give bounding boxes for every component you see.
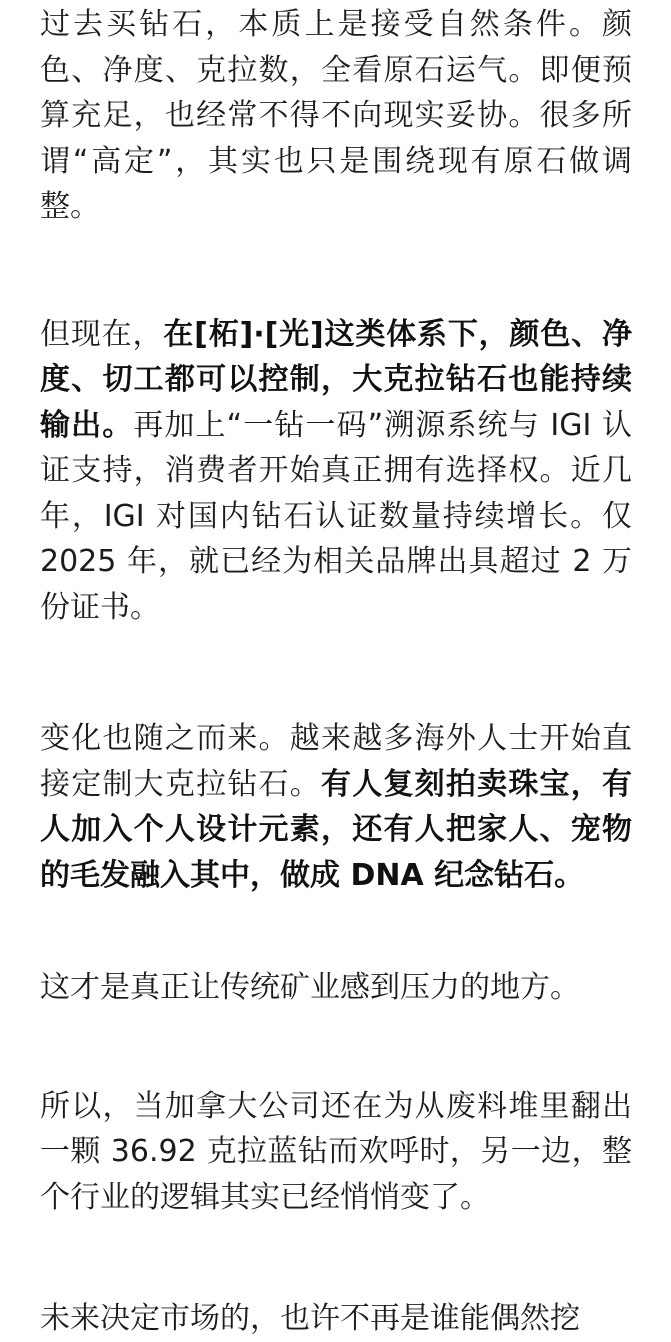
paragraph-future-market [40, 1296, 632, 1342]
paragraph-lead-text: 但现在， [40, 316, 164, 352]
paragraph-text: 过去买钻石，本质上是接受自然条件。颜色、净度、克拉数，全看原石运气。即便预算充足，也经常不得不向现实妥协。很多所谓“高定”，其实也只是围绕现有原石做调整。 [40, 7, 632, 224]
paragraph-emphasis-text: 有人复刻拍卖珠宝，有人加入个人设计元素，还有人把家人、宠物的毛发融入其中，做成 DNA 纪念钻石。 [40, 766, 632, 893]
paragraph-tail-text: 再加上“一钻一码”溯源系统与 IGI 认证支持，消费者开始真正拥有选择权。近几年，IGI 对国内钻石认证数量持续增长。仅 2025 年，就已经为相关品牌出具超过 2 万份证书。 [40, 407, 633, 625]
paragraph-spacer [40, 1011, 632, 1084]
paragraph-industry-logic [40, 1084, 632, 1221]
paragraph-spacer [40, 230, 632, 312]
paragraph-natural-conditions [40, 2, 632, 230]
paragraph-mining-pressure [40, 965, 632, 1011]
paragraph-text: 这才是真正让传统矿业感到压力的地方。 [40, 970, 580, 1005]
paragraph-lead-text: 变化也随之而来。越来越多海外人士开始直接定制大克拉钻石。 [40, 721, 632, 802]
paragraph-controllable-system [40, 312, 632, 631]
paragraph-spacer [40, 1220, 632, 1296]
article-body [40, 2, 632, 1342]
paragraph-spacer [40, 630, 632, 716]
paragraph-custom-trend [40, 716, 632, 898]
paragraph-emphasis-text: 在[柘]·[光]这类体系下，颜色、净度、切工都可以控制，大克拉钻石也能持续输出。 [40, 316, 633, 443]
paragraph-spacer [40, 898, 632, 965]
paragraph-text: 未来决定市场的，也许不再是谁能偶然挖 [40, 1301, 580, 1336]
paragraph-text: 所以，当加拿大公司还在为从废料堆里翻出一颗 36.92 克拉蓝钻而欢呼时，另一边，整个行业的逻辑其实已经悄悄变了。 [40, 1088, 632, 1215]
